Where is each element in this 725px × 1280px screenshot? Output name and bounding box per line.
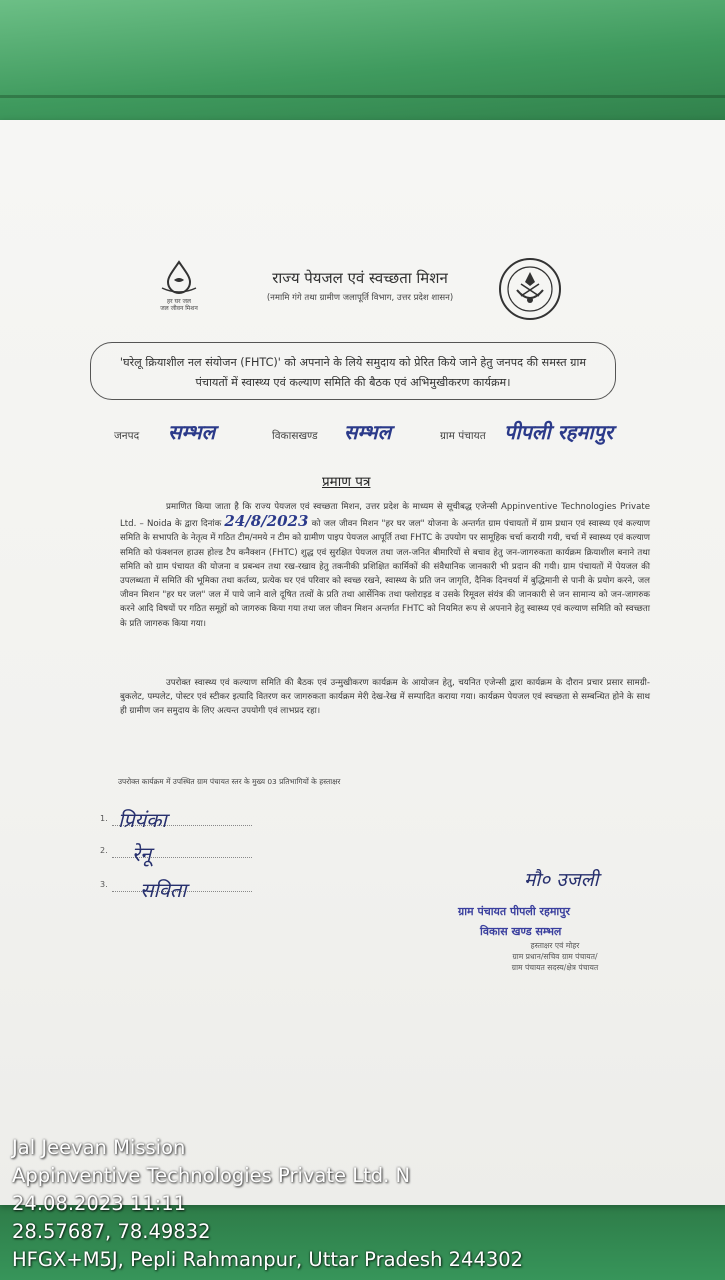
participants-heading: उपरोक्त कार्यक्रम में उपस्थित ग्राम पंचायत स्तर के मुख्य 03 प्रतिभागियों के हस्ताक्षर xyxy=(118,777,341,786)
overlay-timestamp: 24.08.2023 11:11 xyxy=(12,1192,187,1215)
district-label: जनपद xyxy=(114,430,140,442)
overlay-line-2: Appinventive Technologies Private Ltd. N xyxy=(12,1164,411,1187)
program-banner: 'घरेलू क्रियाशील नल संयोजन (FHTC)' को अपनाने के लिये समुदाय को प्रेरित किये जाने हेतु जनपद की समस्त ग्राम पंचायतों में स्वास्थ्य एवं कल्याण समिति की बैठक एवं अभिमुखीकरण कार्यक्रम। xyxy=(90,342,616,400)
sig-number-2: 2. xyxy=(100,846,108,855)
logo-caption: हर घर जल जल जीवन मिशन xyxy=(160,298,198,312)
panchayat-value: पीपली रहमापुर xyxy=(504,420,614,444)
caption-line-2: ग्राम प्रधान/सचिव ग्राम पंचायत/ xyxy=(512,952,598,961)
sig-number-3: 3. xyxy=(100,880,108,889)
block-label: विकासखण्ड xyxy=(272,430,318,442)
overlay-coordinates: 28.57687, 78.49832 xyxy=(12,1220,211,1243)
body-paragraph-2: उपरोक्त स्वास्थ्य एवं कल्याण समिति की बैठक एवं उन्मुखीकरण कार्यक्रम के आयोजन हेतु, चयनित एजेन्सी द्वारा कार्यक्रम के दौरान प्रचार प्रसार सामग्री-बुकलेट, पम्पलेट, पोस्टर एवं स्टीकर इत्यादि वितरण कर जागरुकता कार्यक्रम मेरी देख-रेख में सम्पादित कराया गया। कार्यक्रम पेयजल एवं स्वच्छता से सम्बन्धित होने के साथ ही ग्रामीण जन समुदाय के लिए अत्यन्त उपयोगी एवं लाभप्रद रहा। xyxy=(120,678,650,717)
header-subtitle: (नमामि गंगे तथा ग्रामीण जलापूर्ति विभाग, उत्तर प्रदेश शासन) xyxy=(266,293,454,303)
participant-signature-1: प्रियंका xyxy=(118,808,167,832)
participant-signature-3: सविता xyxy=(140,878,187,902)
body-paragraph-1 xyxy=(120,500,650,631)
certificate-title: प्रमाण पत्र xyxy=(322,474,371,490)
sig-number-1: 1. xyxy=(100,814,108,823)
participant-signature-2: रेनू xyxy=(132,842,152,866)
para1-start: प्रमाणित किया जाता है कि राज्य पेयजल एवं स्वच्छता मिशन, उत्तर प्रदेश के माध्यम से सूचीबद्ध एजेन्सी Appinventive Technologies Private Ltd. – Noida के द्वारा दिनांक xyxy=(120,502,650,530)
signature-caption xyxy=(470,940,640,973)
up-government-emblem xyxy=(497,256,563,322)
overlay-line-1: Jal Jeevan Mission xyxy=(12,1136,186,1159)
panchayat-label: ग्राम पंचायत xyxy=(440,430,486,442)
handwritten-date: 24/8/2023 xyxy=(224,512,309,531)
official-signature: मौ० उजली xyxy=(524,869,599,891)
header-title: राज्य पेयजल एवं स्वच्छता मिशन xyxy=(272,269,448,287)
stamp-panchayat: ग्राम पंचायत पीपली रहमापुर xyxy=(458,905,571,918)
jal-jeevan-logo xyxy=(152,258,206,318)
green-bench-top xyxy=(0,0,725,128)
para1-rest: को जल जीवन मिशन "हर घर जल" योजना के अन्तर्गत ग्राम पंचायतों में ग्राम प्रधान एवं स्वास्थ्य एवं कल्याण समिति के सभापति के नेतृत्व में गठित टीम/नमये न टीम को ग्रामीण पाइप पेयजल आपूर्ति तथा FHTC के उपयोग पर सामूहिक चर्चा करायी गयी, चर्चा में स्वास्थ्य एवं कल्याण समिति को फंक्शनल हाउस होल्ड टैप कनैक्शन (FHTC) शुद्ध एवं सुरक्षित पेयजल तथा जल-जनित बीमारियों से बचाव हेतु जन-जागरुकता कार्यक्रम क्रियाशील बनाने तथा समिति को ग्राम पंचायत की योजना व प्रबन्धन तथा रख-रखाव हेतु तकनीकी प्रशिक्षित कार्मिकों की संवैधानिक जानकारी भी प्रदान की गयी। ग्राम पंचायतों में पेयजल की उपलब्धता में समिति की भूमिका तथा कर्तव्य, प्रत्येक घर एवं परिवार को स्वच्छ रखने, स्वास्थ्य के प्रति जन जागृति, दैनिक दिनचर्या में बुद्धिमानी से पानी के प्रयोग करने, जल जीवन मिशन "हर घर जल" जल में पाये जाने वाले दूषित तत्वों के प्रति तथा आर्सेनिक तथा फ्लोराइड व उसके रिमूवल संयंत्र की जानकारी से जन सामान्य को जन-जागरुक करने आदि विषयों पर गठित समूहों को जागरुक किया गया तथा जल जीवन मिशन अन्तर्गत FHTC को नियमित रूप से अपनाने हेतु स्वास्थ्य एवं कल्याण समिति को स्वच्छता के प्रति जागरुक किया गया। xyxy=(120,519,650,629)
caption-line-3: ग्राम पंचायत सदस्य/क्षेत्र पंचायत xyxy=(511,963,599,972)
overlay-address: HFGX+M5J, Pepli Rahmanpur, Uttar Pradesh 244302 xyxy=(12,1248,524,1271)
water-drop-icon xyxy=(152,258,206,298)
location-fields xyxy=(114,418,654,452)
district-value: सम्भल xyxy=(168,420,216,444)
block-value: सम्भल xyxy=(344,420,392,444)
caption-line-1: हस्ताक्षर एवं मोहर xyxy=(530,941,580,950)
stamp-block: विकास खण्ड सम्भल xyxy=(480,925,562,938)
